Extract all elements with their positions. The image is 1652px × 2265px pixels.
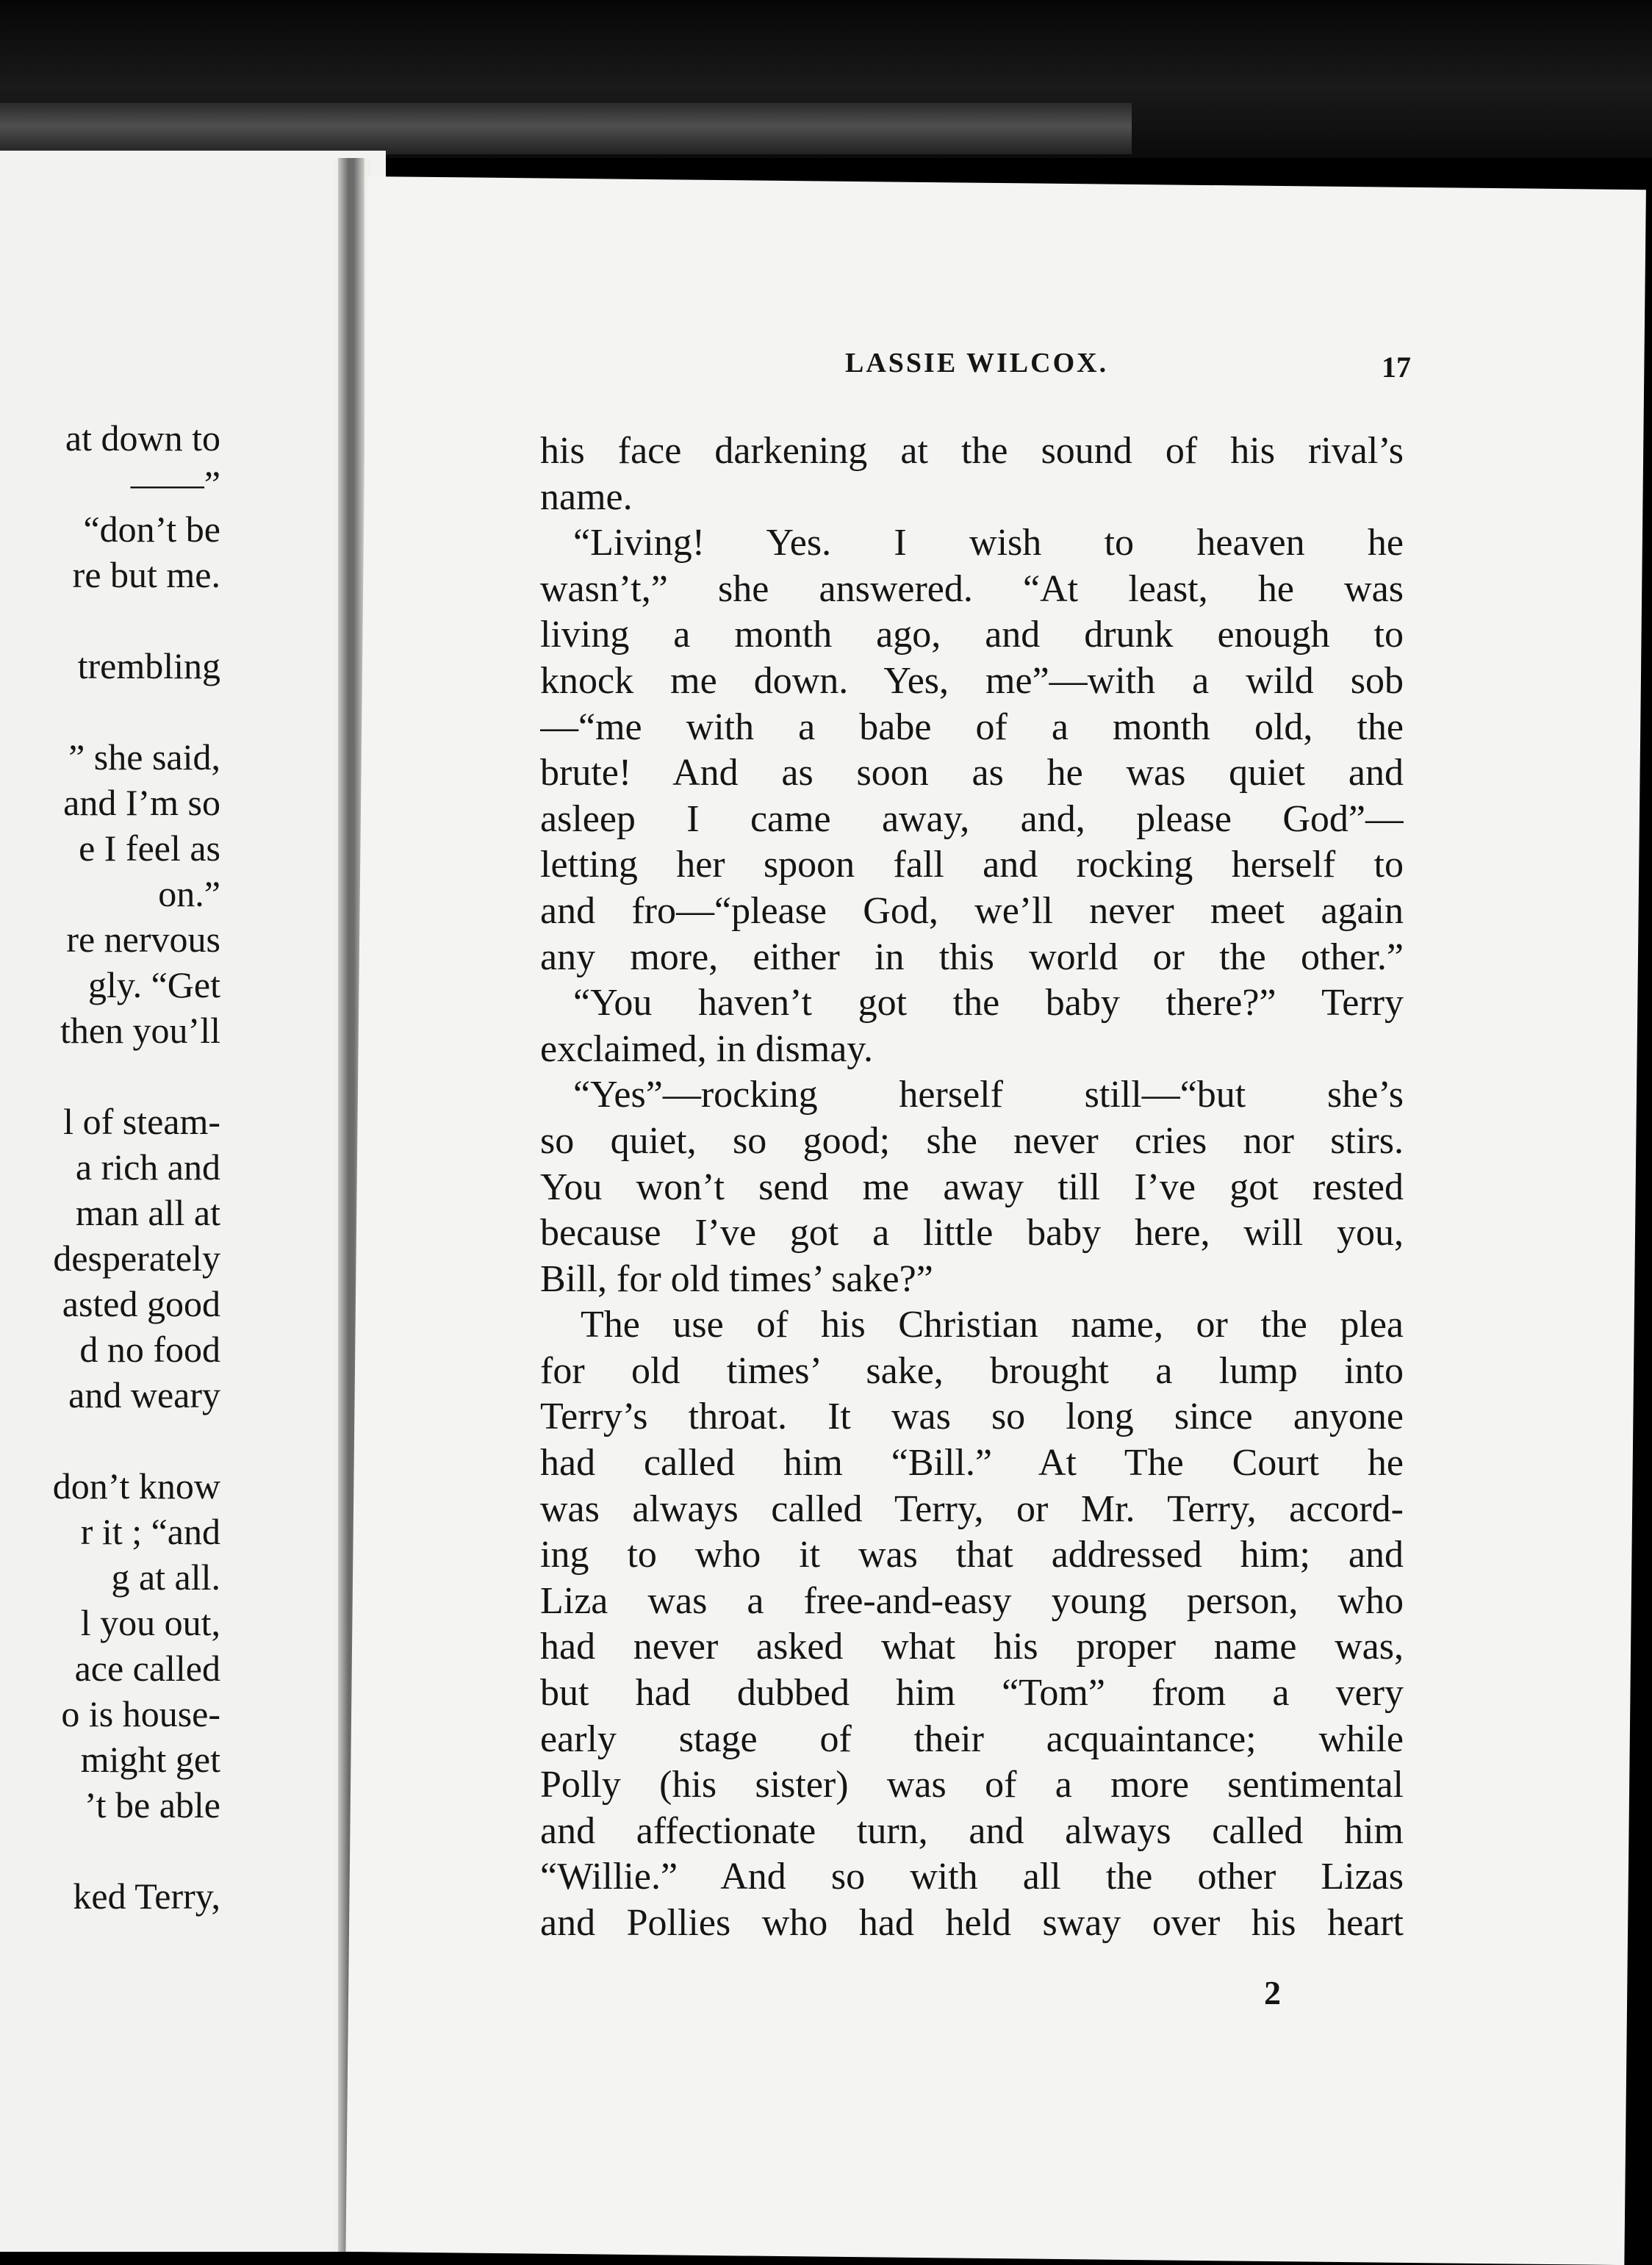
left-page [0,151,386,2252]
left-page-line: and I’m so [63,782,220,823]
body-line: but had dubbed him “Tom” from a very [540,1672,1404,1715]
body-line: for old times’ sake, brought a lump into [540,1349,1404,1392]
body-line: letting her spoon fall and rocking herself to [540,844,1404,886]
left-page-line [0,1418,220,1463]
left-page-line: ’t be able [84,1784,220,1826]
body-line: “Living! Yes. I wish to heaven he [573,522,1404,564]
signature-mark: 2 [1264,1974,1281,2011]
left-page-line: gly. “Get [87,964,220,1005]
page-header [845,347,1411,398]
body-line: Terry’s throat. It was so long since anyone [540,1396,1404,1438]
body-line: because I’ve got a little baby here, will you, [540,1212,1404,1254]
left-page-line: l of steam- [63,1101,220,1142]
left-page-line: ——” [130,463,220,504]
left-page-line: “don’t be [83,509,220,550]
body-line: “Willie.” And so with all the other Lizas [540,1856,1404,1898]
left-page-line: ace called [74,1648,220,1689]
left-page-line [0,1828,220,1873]
left-page-line: on.” [158,873,220,914]
body-line: ing to who it was that addressed him; and [540,1534,1404,1576]
left-page-line: r it ; “and [80,1511,220,1552]
body-line: The use of his Christian name, or the plea [581,1304,1404,1346]
left-page-line [0,1053,220,1099]
left-page-line: l you out, [80,1602,220,1643]
body-line: and fro—“please God, we’ll never meet again [540,889,1404,932]
left-page-line: asted good [62,1283,220,1324]
body-line: Polly (his sister) was of a more sentimental [540,1764,1404,1806]
left-page-line: at down to [65,417,220,459]
left-page-line: o is house- [61,1693,220,1734]
body-line: exclaimed, in dismay. [540,1027,873,1070]
body-line: living a month ago, and drunk enough to [540,614,1404,656]
body-line: had called him “Bill.” At The Court he [540,1442,1404,1485]
left-page-line: trembling [77,645,220,686]
left-page-line: ked Terry, [73,1875,220,1917]
body-line: so quiet, so good; she never cries nor stirs. [540,1119,1404,1162]
left-page-line: a rich and [75,1146,220,1188]
left-page-line: man all at [75,1192,220,1233]
body-line: any more, either in this world or the other.” [540,936,1404,978]
body-line: asleep I came away, and, please God”— [540,797,1404,840]
left-page-line: re but me. [72,554,220,595]
body-line: “Yes”—rocking herself still—“but she’s [573,1074,1404,1116]
body-line: Liza was a free-and-easy young person, who [540,1579,1404,1622]
body-line: “You haven’t got the baby there?” Terry [573,982,1404,1024]
left-page-line [0,597,220,643]
body-line: You won’t send me away till I’ve got rested [540,1166,1404,1208]
left-page-line: d no food [79,1329,220,1370]
left-page-line: don’t know [52,1465,220,1507]
left-page-line: re nervous [66,919,220,960]
left-page-line: g at all. [111,1557,220,1598]
left-page-text [0,415,220,1919]
body-line: Bill, for old times’ sake?” [540,1257,933,1300]
left-page-line [0,689,220,734]
left-page-line: desperately [53,1238,220,1279]
body-line: had never asked what his proper name was, [540,1626,1404,1668]
body-line: wasn’t,” she answered. “At least, he was [540,567,1404,610]
body-line: was always called Terry, or Mr. Terry, accord- [540,1487,1404,1530]
running-head: LASSIE WILCOX. [845,348,1109,378]
page-number: 17 [1382,351,1411,384]
body-line: name. [540,475,633,518]
page-edge-band [0,103,1132,154]
body-line: and Pollies who had held sway over his heart [540,1902,1404,1944]
left-page-line: and weary [68,1374,220,1415]
left-page-line: might get [80,1739,220,1780]
body-text [540,428,1404,1947]
left-page-line: then you’ll [60,1010,220,1051]
left-page-line: ” she said, [68,736,220,778]
body-line: brute! And as soon as he was quiet and [540,752,1404,794]
body-line: and affectionate turn, and always called him [540,1809,1404,1852]
body-line: knock me down. Yes, me”—with a wild sob [540,659,1404,702]
body-line: —“me with a babe of a month old, the [540,706,1404,748]
body-line: his face darkening at the sound of his rival’s [540,430,1404,472]
left-page-line: e I feel as [79,828,220,869]
body-line: early stage of their acquaintance; while [540,1717,1404,1760]
